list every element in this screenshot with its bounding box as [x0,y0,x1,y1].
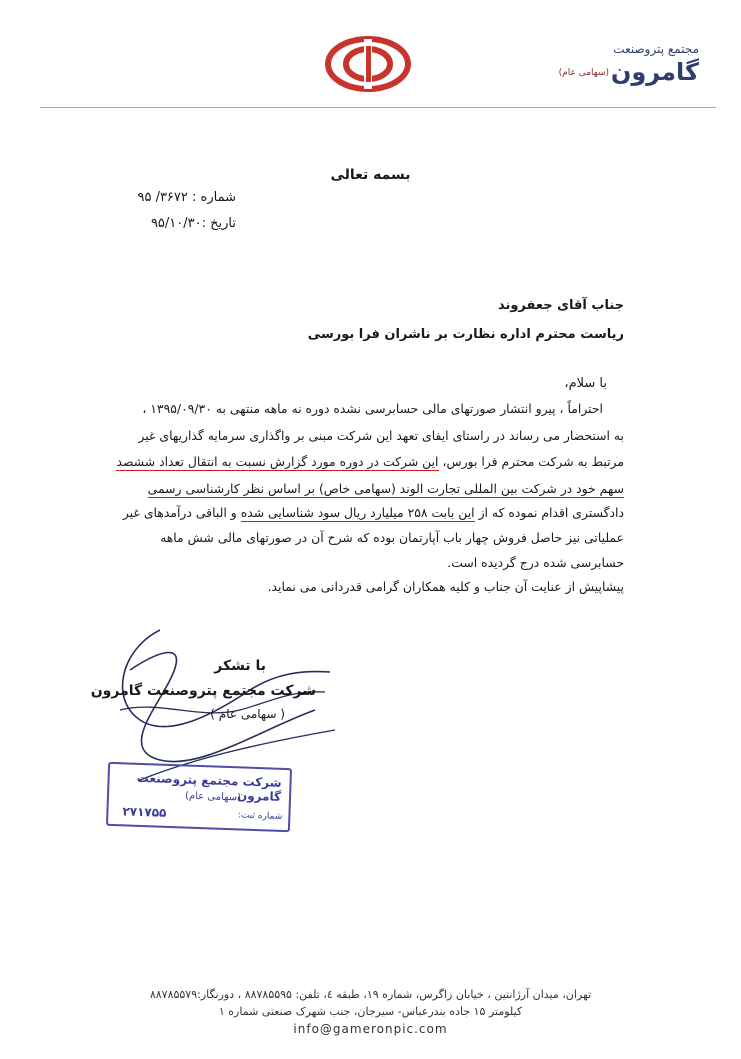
footer-address: تهران، میدان آرژانتین ، خیابان زاگرس، شماره ۱۹، طبقه ٤، تلفن: ۸۸۷۸۵۵۹۵ ، دورنگار:۸۸۷۸۵۵۷۹ [149,988,592,1001]
underlined-text: این شرکت در دوره مورد گزارش نسبت به انتقال تعداد ششصد [116,454,439,469]
footer-address-factory: کیلومتر ۱۵ جاده بندرعباس- سیرجان، جنب شهرک صنعتی شماره ۱ [218,1005,523,1018]
brand-company-type: (سهامی عام) [558,68,609,78]
stamp-company: شرکت مجتمع پتروصنعت گامرون [136,770,282,804]
recipient-position: ریاست محترم اداره نظارت بر ناشران فرا بورسی [307,327,624,342]
recipient-name: جناب آقای جعفروند [497,298,624,313]
salutation: با سلام، [564,376,607,391]
body-line: عملیاتی نیز حاصل فروش چهار باب آپارتمان بوده که شرح آن در صورتهای مالی شش ماهه [160,530,624,545]
underlined-text: این بابت ۲۵۸ میلیارد ریال سود شناسایی شده [240,505,475,520]
footer-email: info@gameronpic.com [293,1022,448,1036]
body-line: احتراماً ، پیرو انتشار صورتهای مالی حسابرسی نشده دوره نه ماهه منتهی به ۱۳۹۵/۰۹/۳۰ ، [142,401,603,416]
brand-tagline: مجتمع پتروصنعت [613,42,699,56]
letter-number: شماره : ۳۶۷۲/ ۹۵ [137,190,236,205]
stamp-registration-label: شماره ثبت: [237,810,283,822]
basmala: بسمه تعالی [330,167,411,183]
body-line: به استحضار می رساند در راستای ایفای تعهد این شرکت مبنی بر واگذاری سرمایه گذاریهای غیر [138,428,624,443]
letter-date: تاریخ :۹۵/۱۰/۳۰ [150,216,236,231]
closing-line: پیشاپیش از عنایت آن جناب و کلیه همکاران گرامی قدردانی می نماید. [267,579,624,594]
brand-name: گامرون [610,58,699,86]
body-text: مرتبط به شرکت محترم فرا بورس، [438,454,624,469]
body-line: حسابرسی شده درج گردیده است. [447,555,624,570]
signature-company: شرکت مجتمع پتروصنعت گامرون [90,683,316,699]
body-line [148,481,624,496]
body-line [116,454,624,469]
body-text: دادگستری اقدام نموده که از [474,505,624,520]
underlined-text: سهم خود در شرکت بین المللی تجارت الوند (سهامی خاص) بر اساس نظر کارشناسی رسمی [147,481,624,496]
header-divider [40,107,716,108]
body-line [123,505,624,520]
company-logo [325,36,411,92]
body-text: و الباقی درآمدهای غیر [122,505,241,520]
stamp-registration-number: ۲۷۱۷۵۵ [122,804,167,820]
signature-thanks: با تشکر [214,658,266,674]
stamp-company-type: (سهامی عام) [184,790,242,804]
company-stamp [106,762,292,832]
signature-company-type: ( سهامی عام ) [210,707,285,721]
